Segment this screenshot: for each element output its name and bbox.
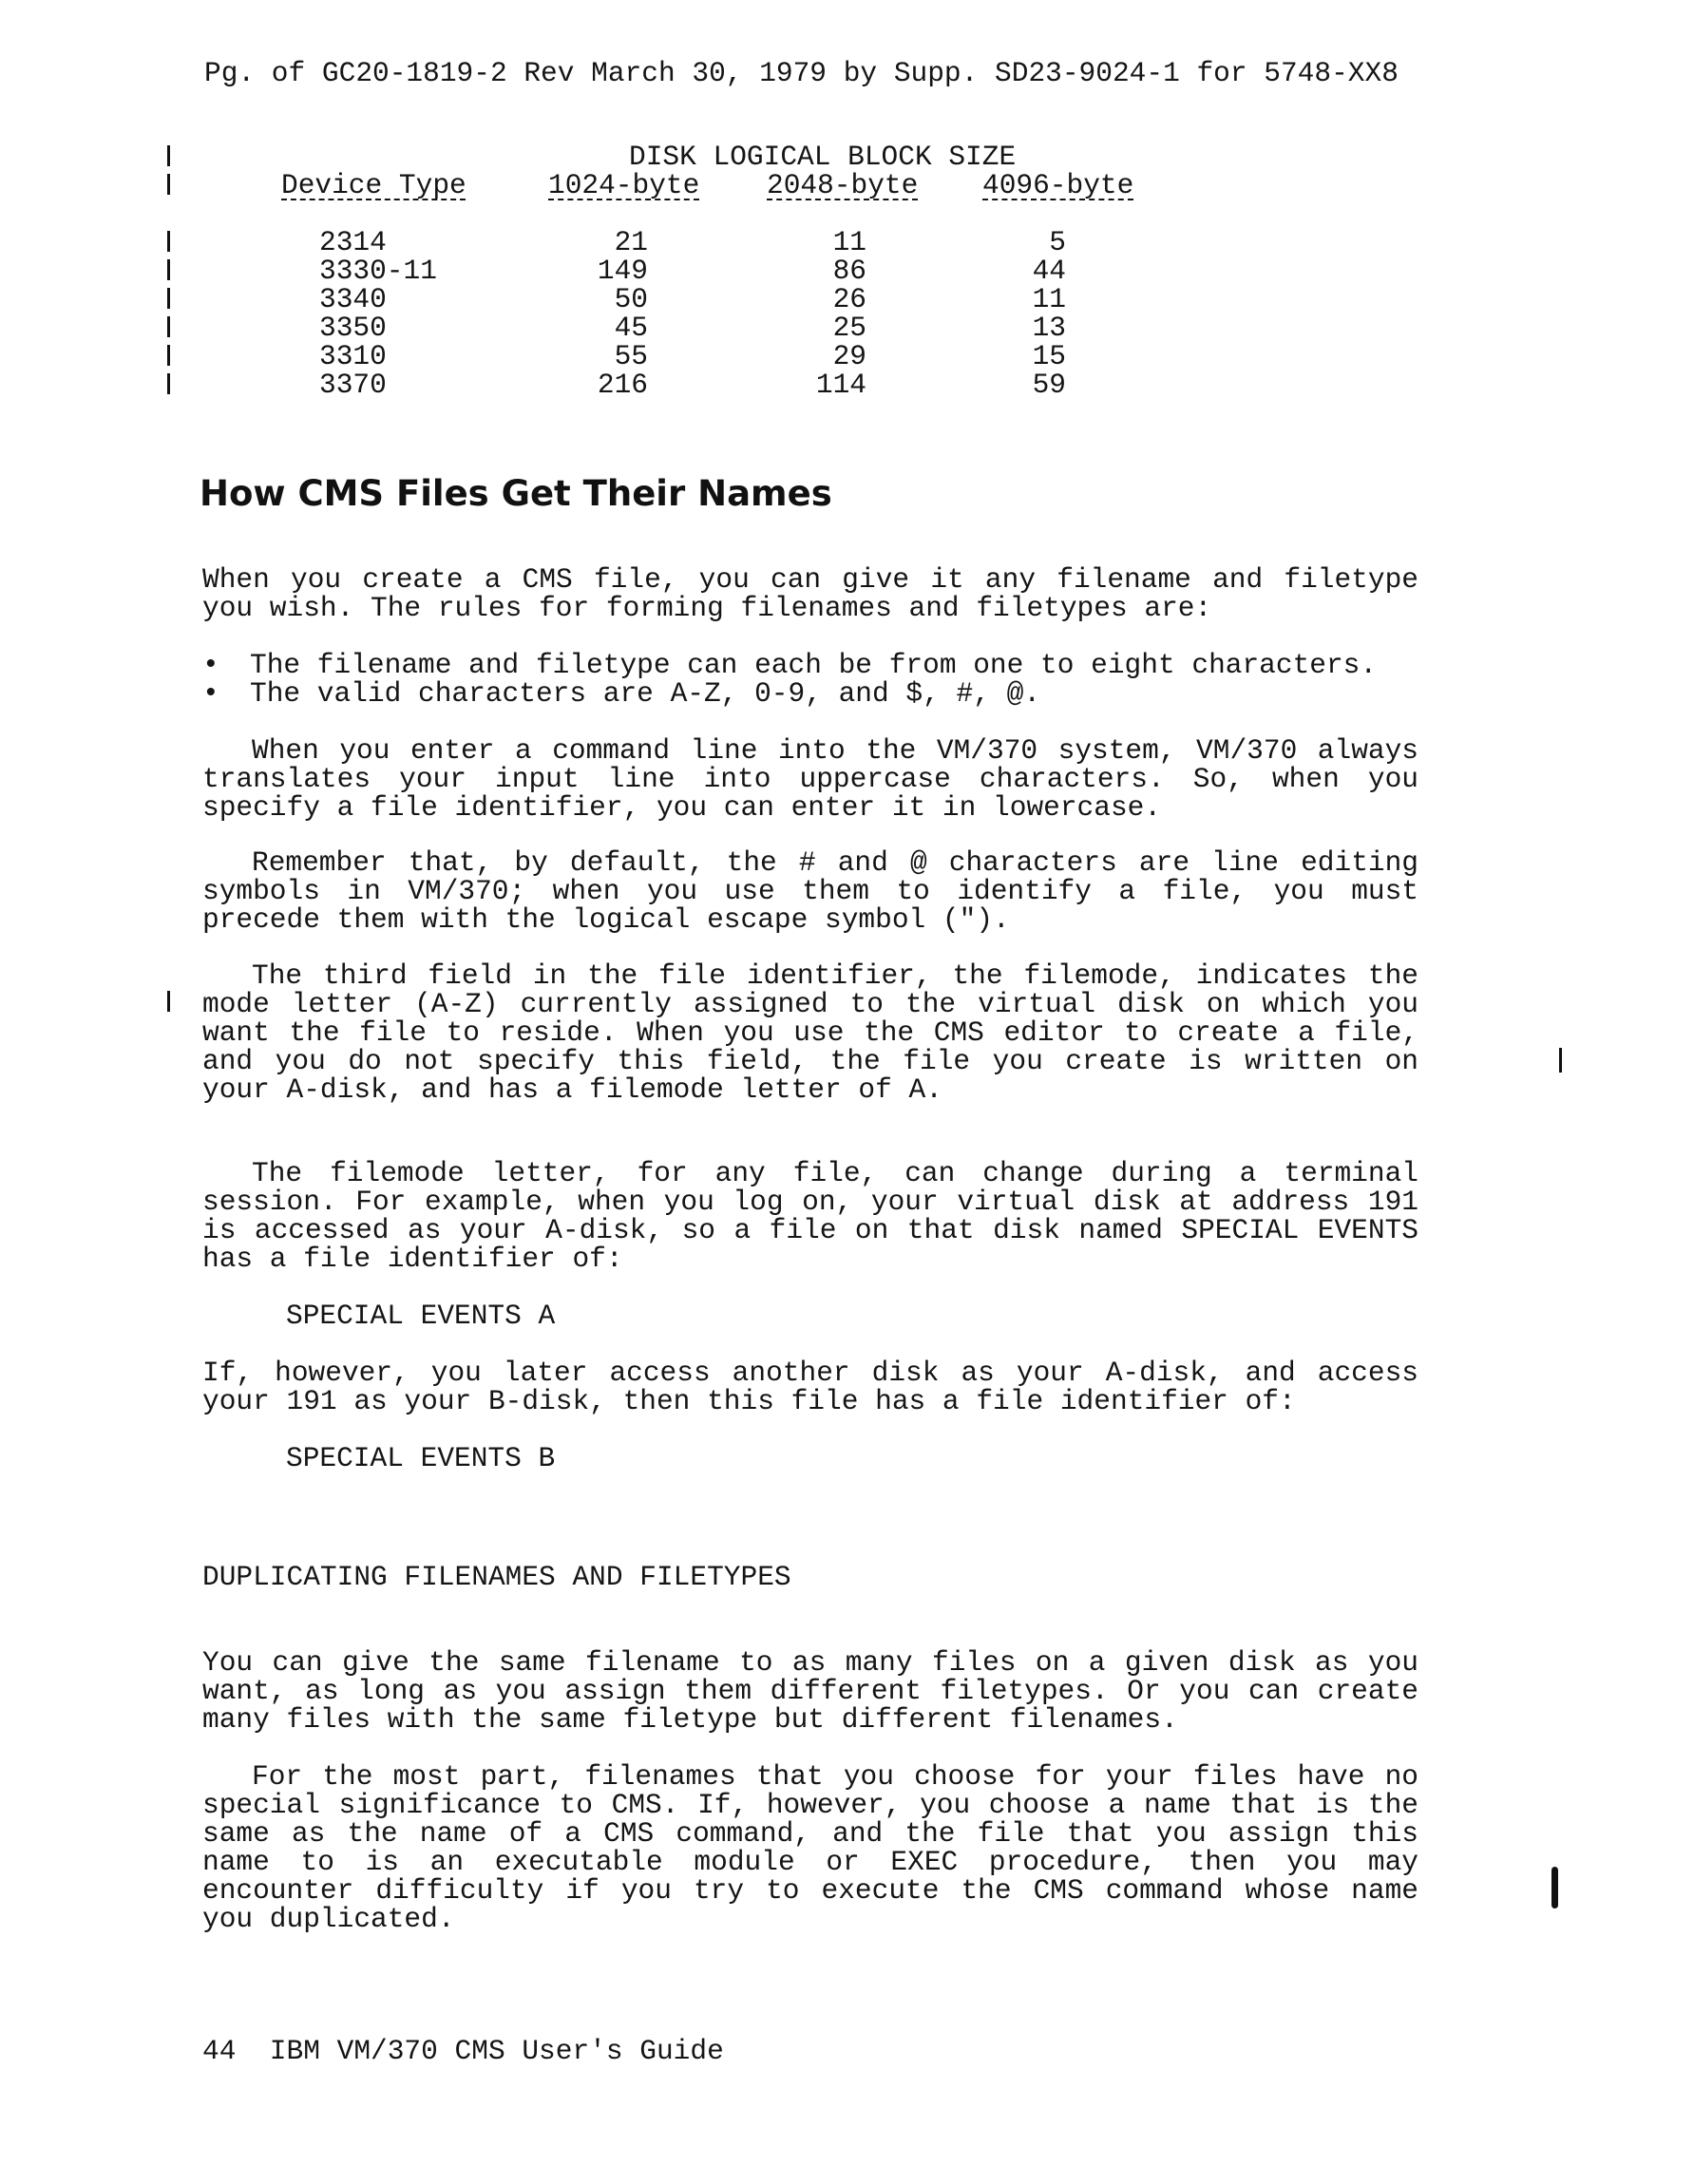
revision-bar: [167, 345, 170, 366]
section-heading: How CMS Files Get Their Names: [200, 473, 832, 514]
example-file-identifier-b: SPECIAL EVENTS B: [286, 1442, 556, 1474]
paragraph-filemode: The third field in the file identifier, the filemode, indicates the mode letter (A-Z) currently assigned to the virtual disk on which you want the file to reside. When you use the CMS editor to create a file, and you do not specify this field, the file you create is written on your A-disk, and has a filemode letter of A.: [202, 959, 1418, 1106]
paragraph-filemode-letter: The filemode letter, for any file, can change during a terminal session. For example, when you log on, your virtual disk at address 191 is accessed as your A-disk, so a file on that disk named SPECIAL EVENTS has a file identifier of:: [202, 1157, 1418, 1275]
paragraph-escape-symbol: Remember that, by default, the # and @ characters are line editing symbols in VM/370; when you use them to identify a file, you must precede them with the logical escape symbol (").: [202, 846, 1418, 936]
revision-bar: [167, 259, 170, 280]
table-cell-4096: 11: [1032, 283, 1066, 315]
table-cell-1024: 55: [614, 340, 648, 372]
page-header: Pg. of GC20-1819-2 Rev March 30, 1979 by Supp. SD23-9024-1 for 5748-XX8: [204, 57, 1399, 89]
table-cell-2048: 86: [832, 255, 866, 287]
table-cell-4096: 59: [1032, 369, 1066, 401]
subsection-title: DUPLICATING FILENAMES AND FILETYPES: [202, 1561, 791, 1593]
table-cell-1024: 149: [597, 255, 648, 287]
scan-mark: [1551, 1867, 1558, 1909]
table-cell-1024: 216: [597, 369, 648, 401]
table-cell-device: 3330-11: [319, 255, 437, 287]
table-cell-4096: 13: [1032, 312, 1066, 344]
paragraph-significance: For the most part, filenames that you choose for your files have no special significance to CMS. If, however, you choose a name that is the same as the name of a CMS command, and the file that you assign this name to is an executable module or EXEC procedure, then you may encounter difficulty if you try to execute the CMS command whose name you duplicated.: [202, 1760, 1418, 1935]
table-cell-4096: 15: [1032, 340, 1066, 372]
scan-mark: [1559, 1048, 1562, 1073]
table-cell-2048: 26: [832, 283, 866, 315]
table-cell-2048: 114: [815, 369, 866, 401]
column-header-4096-byte: 4096-byte: [982, 169, 1134, 201]
table-cell-1024: 50: [614, 283, 648, 315]
paragraph-intro: When you create a CMS file, you can give it any filename and filetype you wish. The rules for forming filenames and filetypes are:: [202, 563, 1418, 624]
example-file-identifier-a: SPECIAL EVENTS A: [286, 1300, 556, 1332]
column-header-device-type: Device Type: [281, 169, 466, 201]
table-title: DISK LOGICAL BLOCK SIZE: [629, 141, 1017, 173]
table-cell-2048: 11: [832, 226, 866, 258]
column-header-2048-byte: 2048-byte: [767, 169, 919, 201]
column-4096-byte: [1007, 228, 1066, 399]
table-cell-2048: 25: [832, 312, 866, 344]
device-column: [319, 228, 437, 399]
revision-bar: [167, 373, 170, 394]
revision-bar: [167, 316, 170, 337]
revision-bar: [167, 145, 170, 166]
table-cell-1024: 45: [614, 312, 648, 344]
table-cell-device: 3340: [319, 283, 387, 315]
paragraph-uppercase: When you enter a command line into the VM/370 system, VM/370 always translates your input line into uppercase characters. So, when you specify a file identifier, you can enter it in lowercase.: [202, 734, 1418, 824]
table-cell-device: 3370: [319, 369, 387, 401]
column-2048-byte: [789, 228, 866, 399]
revision-bar: [167, 231, 170, 252]
revision-bar: [167, 174, 170, 195]
paragraph-access-disk: If, however, you later access another disk as your A-disk, and access your 191 as your B-disk, then this file has a file identifier of:: [202, 1357, 1418, 1417]
list-item: • The filename and filetype can each be from one to eight characters.: [202, 651, 1377, 679]
table-cell-device: 3350: [319, 312, 387, 344]
revision-bar: [167, 991, 170, 1012]
rules-list: [202, 651, 1377, 708]
table-cell-4096: 44: [1032, 255, 1066, 287]
column-1024-byte: [570, 228, 648, 399]
list-item: • The valid characters are A-Z, 0-9, and $, #, @.: [202, 679, 1377, 708]
table-cell-device: 2314: [319, 226, 387, 258]
table-cell-2048: 29: [832, 340, 866, 372]
revision-bar: [167, 288, 170, 309]
table-cell-4096: 5: [1049, 226, 1066, 258]
paragraph-same-filename: You can give the same filename to as many files on a given disk as you want, as long as you assign them different filetypes. Or you can create many files with the same filetype but different filenames.: [202, 1646, 1418, 1736]
table-cell-device: 3310: [319, 340, 387, 372]
page-footer: 44 IBM VM/370 CMS User's Guide: [202, 2035, 724, 2067]
column-header-1024-byte: 1024-byte: [548, 169, 700, 201]
table-cell-1024: 21: [614, 226, 648, 258]
